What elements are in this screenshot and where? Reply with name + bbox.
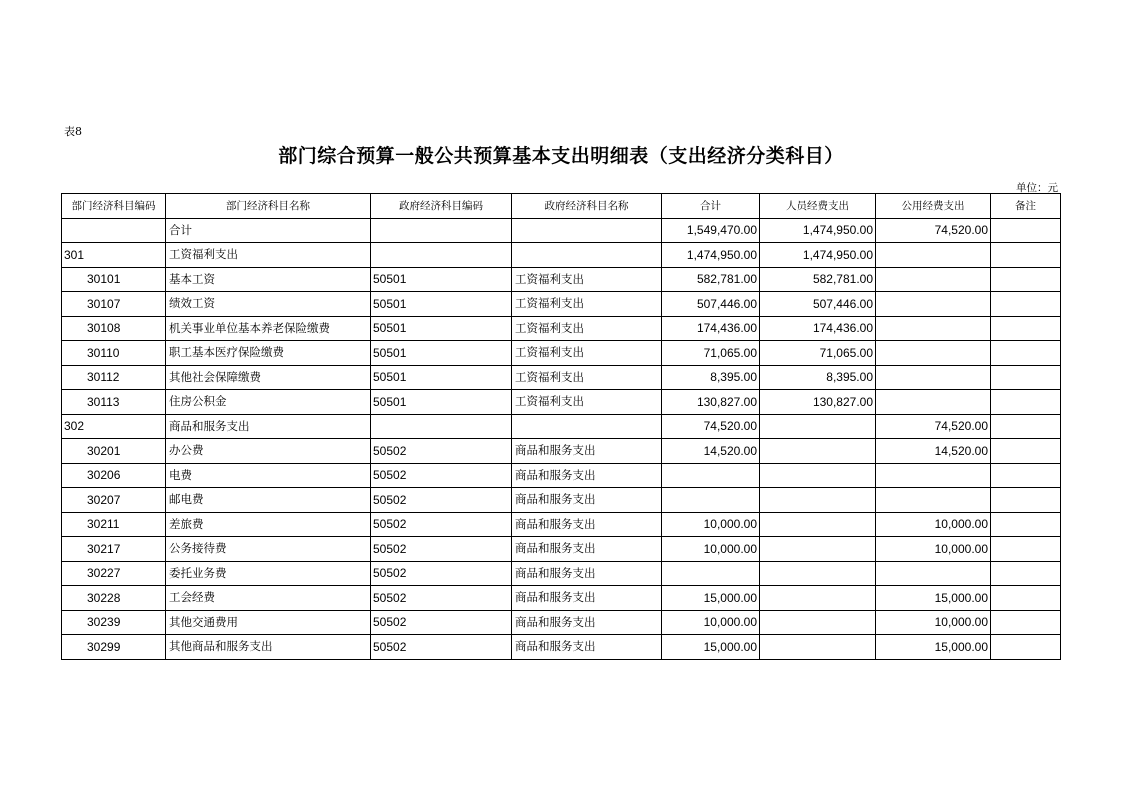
cell-personnel: 1,474,950.00 (760, 218, 876, 243)
cell-personnel: 174,436.00 (760, 316, 876, 341)
cell-dept-name: 邮电费 (166, 488, 371, 513)
header-gov-code: 政府经济科目编码 (371, 194, 512, 219)
cell-note (991, 341, 1061, 366)
cell-total: 10,000.00 (662, 537, 760, 562)
cell-note (991, 512, 1061, 537)
table-header-row (62, 194, 1061, 219)
cell-note (991, 463, 1061, 488)
cell-gov-code: 50502 (371, 610, 512, 635)
table-row (62, 635, 1061, 660)
table-row (62, 316, 1061, 341)
cell-total: 71,065.00 (662, 341, 760, 366)
cell-gov-code: 50501 (371, 365, 512, 390)
table-row (62, 341, 1061, 366)
cell-note (991, 414, 1061, 439)
cell-public (876, 243, 991, 268)
cell-gov-code (371, 243, 512, 268)
cell-gov-name: 商品和服务支出 (512, 635, 662, 660)
table-row (62, 512, 1061, 537)
cell-public: 74,520.00 (876, 414, 991, 439)
cell-dept-code: 30112 (62, 365, 166, 390)
table-row (62, 390, 1061, 415)
cell-personnel: 507,446.00 (760, 292, 876, 317)
cell-dept-code: 302 (62, 414, 166, 439)
cell-public: 10,000.00 (876, 610, 991, 635)
cell-note (991, 390, 1061, 415)
cell-personnel (760, 488, 876, 513)
cell-dept-name: 公务接待费 (166, 537, 371, 562)
cell-personnel: 130,827.00 (760, 390, 876, 415)
cell-total: 130,827.00 (662, 390, 760, 415)
cell-public (876, 390, 991, 415)
cell-note (991, 537, 1061, 562)
cell-gov-name: 工资福利支出 (512, 267, 662, 292)
cell-gov-name: 工资福利支出 (512, 390, 662, 415)
table-row (62, 488, 1061, 513)
cell-note (991, 218, 1061, 243)
table-row (62, 561, 1061, 586)
cell-total: 8,395.00 (662, 365, 760, 390)
cell-gov-code (371, 414, 512, 439)
page-title: 部门综合预算一般公共预算基本支出明细表（支出经济分类科目） (278, 145, 844, 167)
cell-dept-name: 绩效工资 (166, 292, 371, 317)
cell-personnel (760, 512, 876, 537)
cell-total: 74,520.00 (662, 414, 760, 439)
cell-public: 10,000.00 (876, 512, 991, 537)
cell-personnel: 8,395.00 (760, 365, 876, 390)
budget-detail-table (61, 193, 1061, 660)
cell-total (662, 463, 760, 488)
cell-gov-name (512, 414, 662, 439)
cell-public (876, 316, 991, 341)
cell-gov-code: 50501 (371, 316, 512, 341)
cell-dept-code: 30206 (62, 463, 166, 488)
cell-dept-code: 30108 (62, 316, 166, 341)
cell-note (991, 243, 1061, 268)
cell-personnel: 582,781.00 (760, 267, 876, 292)
cell-public: 74,520.00 (876, 218, 991, 243)
cell-personnel (760, 561, 876, 586)
cell-dept-code: 30201 (62, 439, 166, 464)
cell-personnel (760, 610, 876, 635)
cell-total: 10,000.00 (662, 512, 760, 537)
cell-personnel (760, 586, 876, 611)
cell-gov-name (512, 243, 662, 268)
cell-gov-code: 50501 (371, 292, 512, 317)
cell-dept-code: 30217 (62, 537, 166, 562)
cell-dept-code: 30101 (62, 267, 166, 292)
cell-dept-name: 委托业务费 (166, 561, 371, 586)
cell-gov-name: 商品和服务支出 (512, 561, 662, 586)
cell-dept-name: 商品和服务支出 (166, 414, 371, 439)
cell-gov-code: 50502 (371, 635, 512, 660)
table-row (62, 463, 1061, 488)
cell-note (991, 610, 1061, 635)
cell-gov-name: 工资福利支出 (512, 341, 662, 366)
table-row (62, 243, 1061, 268)
header-personnel: 人员经费支出 (760, 194, 876, 219)
header-note: 备注 (991, 194, 1061, 219)
cell-note (991, 488, 1061, 513)
cell-total (662, 488, 760, 513)
cell-total: 15,000.00 (662, 586, 760, 611)
cell-gov-name: 商品和服务支出 (512, 537, 662, 562)
table-number: 表8 (64, 125, 82, 138)
cell-dept-name: 基本工资 (166, 267, 371, 292)
cell-dept-name: 工会经费 (166, 586, 371, 611)
cell-public: 10,000.00 (876, 537, 991, 562)
cell-gov-name: 工资福利支出 (512, 365, 662, 390)
cell-public (876, 292, 991, 317)
cell-dept-code: 301 (62, 243, 166, 268)
cell-dept-code: 30299 (62, 635, 166, 660)
cell-dept-code: 30211 (62, 512, 166, 537)
table-body (62, 218, 1061, 659)
cell-gov-code: 50502 (371, 439, 512, 464)
cell-gov-name: 商品和服务支出 (512, 439, 662, 464)
cell-note (991, 316, 1061, 341)
cell-dept-code: 30107 (62, 292, 166, 317)
cell-personnel: 71,065.00 (760, 341, 876, 366)
table-row (62, 292, 1061, 317)
cell-dept-name: 合计 (166, 218, 371, 243)
cell-public (876, 488, 991, 513)
cell-dept-name: 机关事业单位基本养老保险缴费 (166, 316, 371, 341)
cell-gov-name: 商品和服务支出 (512, 610, 662, 635)
unit-label: 单位：元 (1016, 182, 1058, 194)
cell-public (876, 365, 991, 390)
cell-dept-name: 职工基本医疗保险缴费 (166, 341, 371, 366)
cell-dept-code: 30227 (62, 561, 166, 586)
header-dept-name: 部门经济科目名称 (166, 194, 371, 219)
table-row (62, 439, 1061, 464)
cell-total: 507,446.00 (662, 292, 760, 317)
cell-dept-name: 电费 (166, 463, 371, 488)
cell-gov-code: 50502 (371, 561, 512, 586)
cell-note (991, 292, 1061, 317)
cell-gov-name: 商品和服务支出 (512, 512, 662, 537)
cell-gov-name: 商品和服务支出 (512, 488, 662, 513)
table-row (62, 267, 1061, 292)
cell-dept-code: 30239 (62, 610, 166, 635)
cell-note (991, 635, 1061, 660)
cell-public (876, 341, 991, 366)
cell-dept-code (62, 218, 166, 243)
cell-dept-name: 住房公积金 (166, 390, 371, 415)
cell-gov-name (512, 218, 662, 243)
cell-public: 14,520.00 (876, 439, 991, 464)
cell-total: 174,436.00 (662, 316, 760, 341)
table-row (62, 365, 1061, 390)
cell-public (876, 561, 991, 586)
cell-dept-code: 30110 (62, 341, 166, 366)
cell-gov-name: 商品和服务支出 (512, 586, 662, 611)
header-total: 合计 (662, 194, 760, 219)
cell-dept-name: 其他社会保障缴费 (166, 365, 371, 390)
cell-gov-code (371, 218, 512, 243)
cell-total: 1,474,950.00 (662, 243, 760, 268)
cell-gov-name: 商品和服务支出 (512, 463, 662, 488)
table-row (62, 218, 1061, 243)
cell-total: 582,781.00 (662, 267, 760, 292)
cell-gov-code: 50502 (371, 537, 512, 562)
cell-personnel (760, 414, 876, 439)
cell-total: 15,000.00 (662, 635, 760, 660)
cell-dept-code: 30207 (62, 488, 166, 513)
cell-personnel (760, 463, 876, 488)
cell-dept-name: 差旅费 (166, 512, 371, 537)
table-row (62, 414, 1061, 439)
cell-personnel (760, 439, 876, 464)
cell-dept-code: 30228 (62, 586, 166, 611)
cell-note (991, 586, 1061, 611)
cell-note (991, 267, 1061, 292)
cell-personnel (760, 635, 876, 660)
cell-gov-code: 50501 (371, 267, 512, 292)
cell-note (991, 561, 1061, 586)
cell-personnel: 1,474,950.00 (760, 243, 876, 268)
cell-public (876, 267, 991, 292)
cell-gov-code: 50501 (371, 341, 512, 366)
cell-gov-code: 50502 (371, 512, 512, 537)
cell-note (991, 365, 1061, 390)
cell-dept-code: 30113 (62, 390, 166, 415)
cell-note (991, 439, 1061, 464)
header-gov-name: 政府经济科目名称 (512, 194, 662, 219)
cell-gov-code: 50502 (371, 586, 512, 611)
cell-total: 14,520.00 (662, 439, 760, 464)
cell-gov-name: 工资福利支出 (512, 292, 662, 317)
header-public: 公用经费支出 (876, 194, 991, 219)
cell-dept-name: 办公费 (166, 439, 371, 464)
cell-dept-name: 工资福利支出 (166, 243, 371, 268)
cell-total: 10,000.00 (662, 610, 760, 635)
cell-public: 15,000.00 (876, 586, 991, 611)
cell-dept-name: 其他交通费用 (166, 610, 371, 635)
cell-gov-code: 50502 (371, 488, 512, 513)
cell-gov-name: 工资福利支出 (512, 316, 662, 341)
cell-gov-code: 50502 (371, 463, 512, 488)
cell-public: 15,000.00 (876, 635, 991, 660)
cell-public (876, 463, 991, 488)
cell-total: 1,549,470.00 (662, 218, 760, 243)
table-row (62, 537, 1061, 562)
cell-gov-code: 50501 (371, 390, 512, 415)
cell-personnel (760, 537, 876, 562)
table-row (62, 610, 1061, 635)
table-row (62, 586, 1061, 611)
cell-dept-name: 其他商品和服务支出 (166, 635, 371, 660)
cell-total (662, 561, 760, 586)
header-dept-code: 部门经济科目编码 (62, 194, 166, 219)
